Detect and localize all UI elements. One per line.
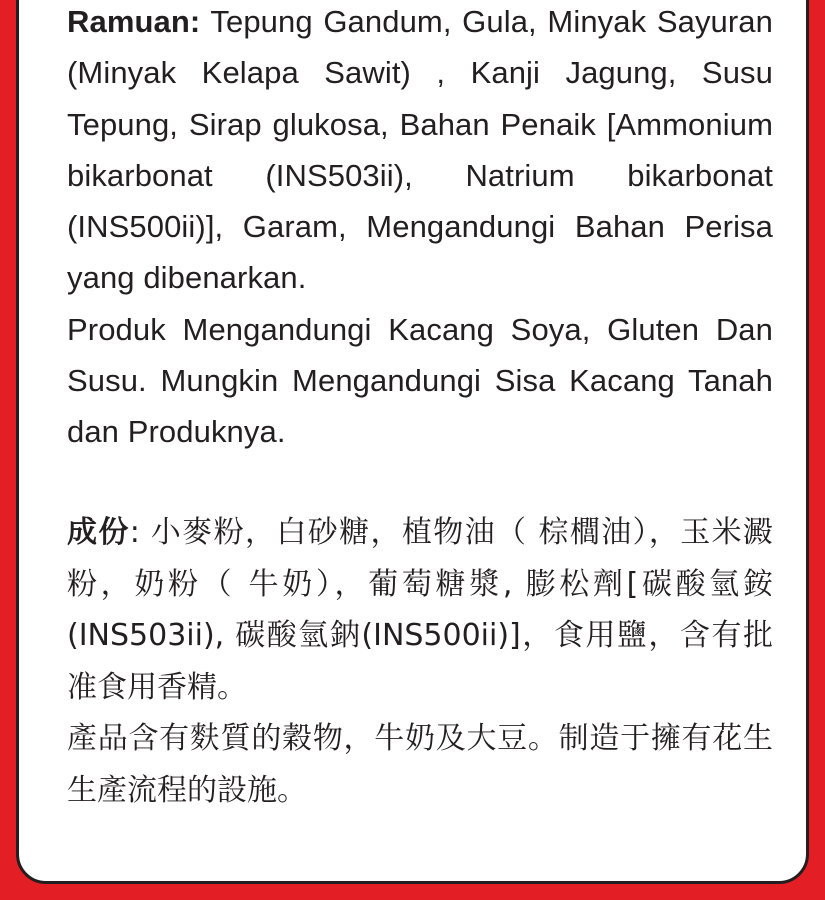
malay-ingredients-label: Ramuan: [67, 4, 201, 39]
malay-ingredients-text: Tepung Gandum, Gula, Minyak Sayuran (Minyak Kelapa Sawit) , Kanji Jagung, Susu Tepung, Sirap glukosa, Bahan Penaik [Ammonium bikarbonat (INS503ii), Natrium bikarbonat (INS500ii)], Garam, Mengandungi Bahan Perisa yang dibenarkan. [67, 4, 773, 296]
malay-allergen-text: Produk Mengandungi Kacang Soya, Gluten Dan Susu. Mungkin Mengandungi Sisa Kacang Tanah dan Produknya. [67, 311, 773, 450]
chinese-ingredients-paragraph [67, 507, 773, 713]
ingredients-panel [16, 0, 809, 884]
malay-ingredients-paragraph [67, 0, 773, 304]
chinese-ingredients-section [67, 507, 773, 816]
chinese-ingredients-text: : 小麥粉，白砂糖，植物油（ 棕櫚油），玉米澱粉，奶粉（ 牛奶），葡萄糖漿, 膨松劑[碳酸氫銨(INS503ii), 碳酸氫鈉(INS500ii)]，食用鹽，含有批准食用香精。 [67, 515, 774, 705]
chinese-ingredients-label: 成份 [67, 515, 130, 550]
chinese-allergen-text: 產品含有麩質的穀物，牛奶及大豆。制造于擁有花生生產流程的設施。 [67, 721, 773, 808]
malay-ingredients-section [67, 0, 773, 458]
